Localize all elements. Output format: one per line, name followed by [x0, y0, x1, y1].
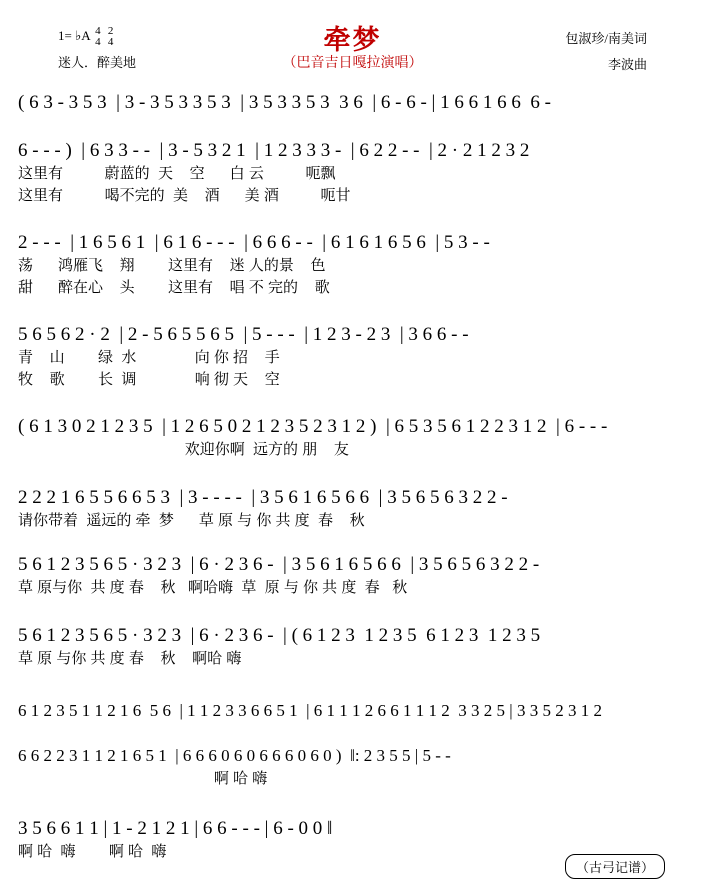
lyric-line-verse1: 草 原与你 共 度 春 秋 啊哈嗨 草 原 与 你 共 度 春 秋 — [18, 579, 408, 596]
lyricist-credit: 包淑珍/南美词 — [565, 31, 647, 46]
music-system-7 — [18, 554, 688, 600]
notation-line: 5 6 1 2 3 5 6 5 · 3 2 3 | 6 · 2 3 6 - | 3 5 6 1 6 5 6 6 | 3 5 6 5 6 3 2 2 - — [18, 554, 540, 575]
lyric-line-verse2: 这里有 喝不完的 美 酒 美 酒 呃甘 — [18, 187, 351, 204]
music-system-8 — [18, 625, 688, 671]
music-system-4 — [18, 324, 688, 392]
notation-line: 2 2 2 1 6 5 5 6 6 5 3 | 3 - - - - | 3 5 6 1 6 5 6 6 | 3 5 6 5 6 3 2 2 - — [18, 487, 508, 508]
lyric-line-verse2: 甜 醉在心 头 这里有 唱 不 完的 歌 — [18, 279, 330, 296]
notation-line: 3 5 6 6 1 1 | 1 - 2 1 2 1 | 6 6 - - - | 6 - 0 0 ‖ — [18, 818, 333, 839]
notation-line: ( 6 1 3 0 2 1 2 3 5 | 1 2 6 5 0 2 1 2 3 5 2 3 1 2 ) | 6 5 3 5 6 1 2 2 3 1 2 | 6 - - - — [18, 416, 608, 437]
lyric-line-verse1: 欢迎你啊 远方的 朋 友 — [18, 441, 349, 458]
tempo-marking: 迷人．醉美地 — [58, 55, 137, 70]
music-system-9 — [18, 700, 688, 724]
notation-line: 5 6 5 6 2 · 2 | 2 - 5 6 5 5 6 5 | 5 - - - | 1 2 3 - 2 3 | 3 6 6 - - — [18, 324, 469, 345]
meter-top-2: 2 — [107, 25, 114, 37]
lyric-line-verse1: 请你带着 遥远的 牵 梦 草 原 与 你 共 度 春 秋 — [18, 512, 365, 529]
music-system-10 — [18, 745, 688, 791]
key-signature-text: 1= ♭A — [58, 27, 90, 43]
lyric-line-verse1: 这里有 蔚蓝的 天 空 白 云 呃飘 — [18, 165, 336, 182]
meter-top: 4 — [95, 25, 101, 37]
lyric-line-verse1: 荡 鸿雁飞 翔 这里有 迷 人的景 色 — [18, 257, 326, 274]
notation-line: 2 - - - | 1 6 5 6 1 | 6 1 6 - - - | 6 6 6 - - | 6 1 6 1 6 5 6 | 5 3 - - — [18, 232, 490, 253]
notation-line: ( 6 3 - 3 5 3 | 3 - 3 5 3 3 5 3 | 3 5 3 3 5 3 3 6 | 6 - 6 - | 1 6 6 1 6 6 6 - — [18, 92, 551, 113]
music-system-5 — [18, 416, 688, 462]
music-system-3 — [18, 232, 688, 300]
music-system-1 — [18, 92, 688, 116]
meter-bottom: 4 — [95, 36, 101, 48]
music-system-2 — [18, 140, 688, 208]
notation-line: 6 1 2 3 5 1 1 2 1 6 5 6 | 1 1 2 3 3 6 6 5 1 | 6 1 1 1 2 6 6 1 1 1 2 3 3 2 5 | 3 3 5 2 3 1 2 — [18, 701, 602, 720]
music-system-6 — [18, 487, 688, 533]
lyric-line-verse1: 草 原 与你 共 度 春 秋 啊哈 嗨 — [18, 650, 242, 667]
lyric-line-verse1: 啊 哈 嗨 — [18, 770, 268, 787]
notation-line: 6 6 2 2 3 1 1 2 1 6 5 1 | 6 6 6 0 6 0 6 6 6 0 6 0 ) ‖: 2 3 5 5 | 5 - - — [18, 746, 451, 765]
lyric-line-verse1: 啊 哈 嗨 啊 哈 嗨 — [18, 843, 167, 860]
transcriber-note: （古弓记谱） — [565, 854, 665, 879]
page-title: 牵梦 — [323, 25, 382, 55]
composer-credit: 李波曲 — [607, 57, 647, 72]
performer-subtitle: （巴音吉日嘎拉演唱） — [282, 56, 423, 71]
notation-line: 6 - - - ) | 6 3 3 - - | 3 - 5 3 2 1 | 1 2 3 3 3 - | 6 2 2 - - | 2 · 2 1 2 3 2 — [18, 140, 530, 161]
meter-bottom-2: 4 — [107, 36, 114, 48]
notation-line: 5 6 1 2 3 5 6 5 · 3 2 3 | 6 · 2 3 6 - | ( 6 1 2 3 1 2 3 5 6 1 2 3 1 2 3 5 — [18, 625, 541, 646]
lyric-line-verse1: 青 山 绿 水 向 你 招 手 — [18, 349, 280, 366]
lyric-line-verse2: 牧 歌 长 调 响 彻 天 空 — [18, 371, 280, 388]
